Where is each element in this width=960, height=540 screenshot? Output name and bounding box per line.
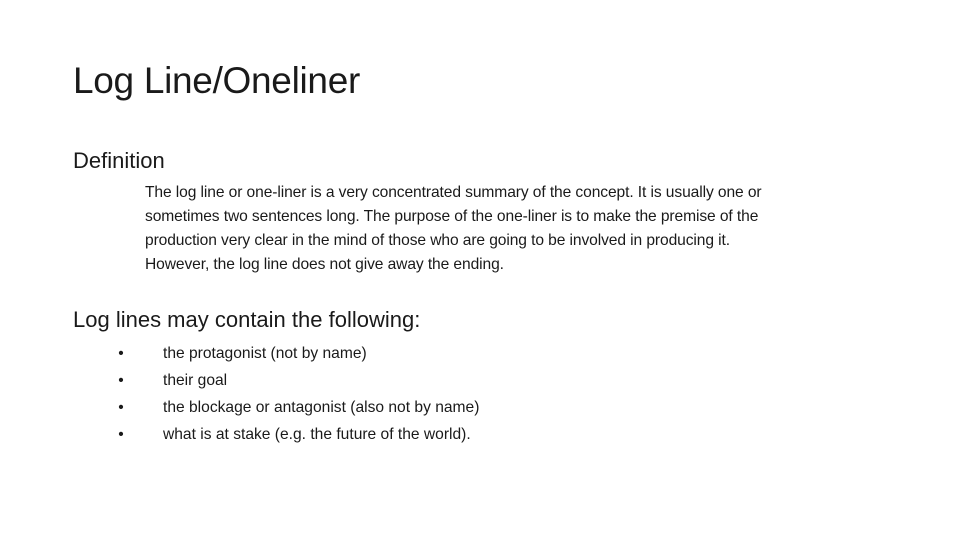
definition-line: production very clear in the mind of those who are going to be involved in producing it. xyxy=(145,232,730,249)
list-item-text: the protagonist (not by name) xyxy=(163,345,367,362)
bullet-icon: • xyxy=(118,372,124,389)
definition-heading: Definition xyxy=(73,148,165,173)
log-lines-heading: Log lines may contain the following: xyxy=(73,307,421,332)
list-item-text: what is at stake (e.g. the future of the world). xyxy=(163,426,471,443)
list-item xyxy=(116,367,479,394)
definition-line: The log line or one-liner is a very concentrated summary of the concept. It is usually one or xyxy=(145,184,762,201)
log-lines-bullet-list xyxy=(116,340,479,448)
bullet-icon: • xyxy=(118,426,124,443)
list-item xyxy=(116,340,479,367)
list-item xyxy=(116,394,479,421)
definition-paragraph xyxy=(145,181,905,277)
definition-line: However, the log line does not give away the ending. xyxy=(145,256,504,273)
list-item-text: their goal xyxy=(163,372,228,389)
bullet-icon: • xyxy=(118,399,124,416)
definition-line: sometimes two sentences long. The purpose of the one-liner is to make the premise of the xyxy=(145,208,759,225)
list-item-text: the blockage or antagonist (also not by name) xyxy=(163,399,480,416)
slide-title: Log Line/Oneliner xyxy=(73,60,360,101)
list-item xyxy=(116,421,479,448)
bullet-icon: • xyxy=(118,345,124,362)
